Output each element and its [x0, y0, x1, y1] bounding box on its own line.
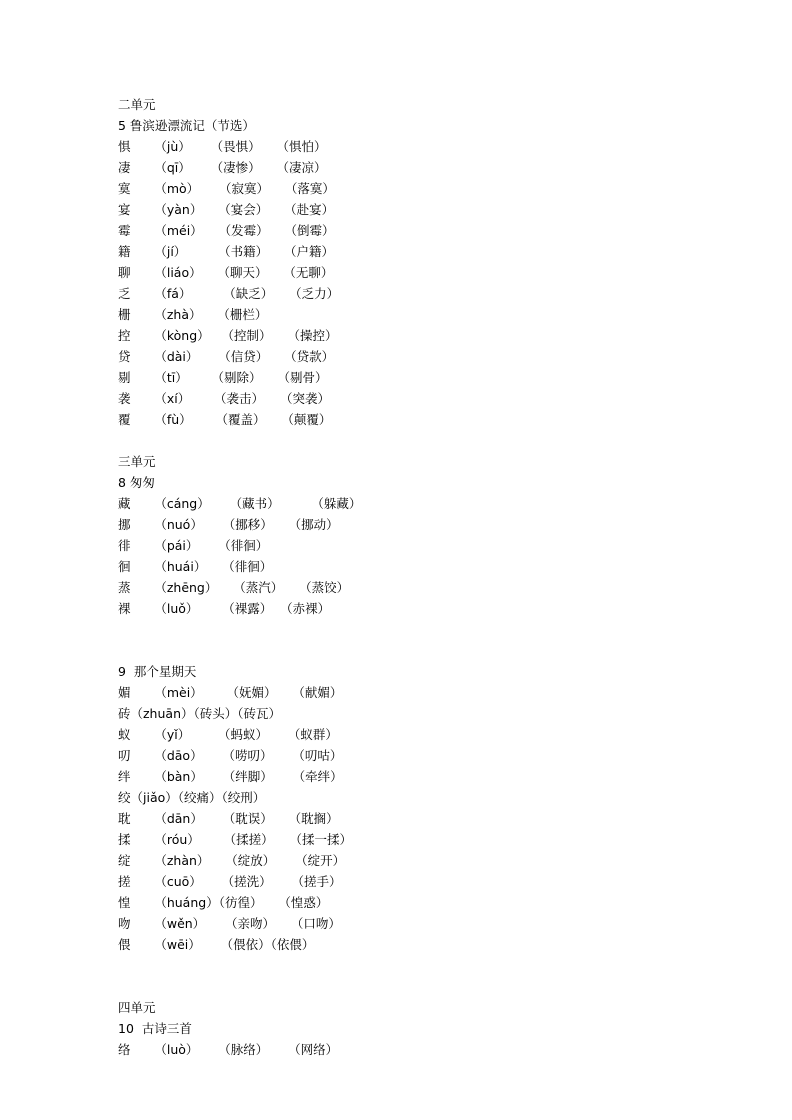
unit-block-4 [118, 997, 678, 1060]
vocab-entry: 络 （luò） （脉络） （网络） [118, 1042, 339, 1057]
vocab-entry: 籍 （jí） （书籍） （户籍） [118, 244, 334, 259]
vocab-entry: 惧 （jù） （畏惧） （惧怕） [118, 139, 327, 154]
vocab-entry: 霉 （méi） （发霉） （倒霉） [118, 223, 335, 238]
vocab-entry: 偎 （wēi） （偎依）（依偎） [118, 937, 315, 952]
unit-heading: 三单元 [118, 454, 156, 469]
vocab-entry: 徊 （huái） （徘徊） [118, 559, 273, 574]
block-spacer [118, 955, 678, 976]
lesson-heading: 5 鲁滨逊漂流记（节选） [118, 118, 255, 133]
vocab-entry: 控 （kòng） （控制） （操控） [118, 328, 338, 343]
vocab-entry: 剔 （tī） （剔除） （剔骨） [118, 370, 328, 385]
block-spacer [118, 430, 678, 451]
vocab-entry: 蒸 （zhēng） （蒸汽） （蒸饺） [118, 580, 350, 595]
vocab-entry: 凄 （qī） （凄惨） （凄凉） [118, 160, 327, 175]
vocab-entry: 绞（jiǎo）（绞痛）（绞刑） [118, 790, 266, 805]
vocab-entry: 寞 （mò） （寂寞） （落寞） [118, 181, 335, 196]
vocab-entry: 裸 （luǒ） （裸露） （赤裸） [118, 601, 331, 616]
unit-heading: 四单元 [118, 1000, 156, 1015]
lesson-heading: 9 那个星期天 [118, 664, 197, 679]
unit-block-3 [118, 451, 678, 619]
vocab-entry: 栅 （zhà） （栅栏） [118, 307, 268, 322]
vocab-entry: 绊 （bàn） （绊脚） （牵绊） [118, 769, 343, 784]
lesson-block-9 [118, 661, 678, 955]
vocab-entry: 袭 （xí） （袭击） （突袭） [118, 391, 330, 406]
vocab-entry: 砖（zhuān）（砖头）（砖瓦） [118, 706, 281, 721]
vocab-entry: 贷 （dài） （信贷） （贷款） [118, 349, 335, 364]
vocab-entry: 宴 （yàn） （宴会） （赴宴） [118, 202, 335, 217]
unit-block-2 [118, 94, 678, 430]
block-spacer [118, 619, 678, 640]
vocab-entry: 搓 （cuō） （搓洗） （搓手） [118, 874, 342, 889]
lesson-heading: 8 匆匆 [118, 475, 155, 490]
vocab-entry: 徘 （pái） （徘徊） [118, 538, 269, 553]
vocab-entry: 挪 （nuó） （挪移） （挪动） [118, 517, 339, 532]
vocab-entry: 绽 （zhàn） （绽放） （绽开） [118, 853, 346, 868]
block-spacer [118, 976, 678, 997]
unit-heading: 二单元 [118, 97, 156, 112]
vocab-entry: 吻 （wěn） （亲吻） （口吻） [118, 916, 341, 931]
lesson-heading: 10 古诗三首 [118, 1021, 192, 1036]
vocab-entry: 藏 （cáng） （藏书） （躲藏） [118, 496, 362, 511]
document-content [118, 94, 678, 1060]
vocab-entry: 揉 （róu） （揉搓） （揉一揉） [118, 832, 353, 847]
vocab-entry: 惶 （huáng）（彷徨） （惶惑） [118, 895, 329, 910]
vocab-entry: 覆 （fù） （覆盖） （颠覆） [118, 412, 332, 427]
vocab-entry: 叨 （dāo） （唠叨） （叨咕） [118, 748, 343, 763]
vocab-entry: 蚁 （yǐ） （蚂蚁） （蚁群） [118, 727, 338, 742]
vocab-entry: 媚 （mèi） （妩媚） （献媚） [118, 685, 343, 700]
vocab-entry: 聊 （liáo） （聊天） （无聊） [118, 265, 334, 280]
vocab-entry: 乏 （fá） （缺乏） （乏力） [118, 286, 340, 301]
block-spacer [118, 640, 678, 661]
vocab-entry: 耽 （dān） （耽误） （耽搁） [118, 811, 339, 826]
